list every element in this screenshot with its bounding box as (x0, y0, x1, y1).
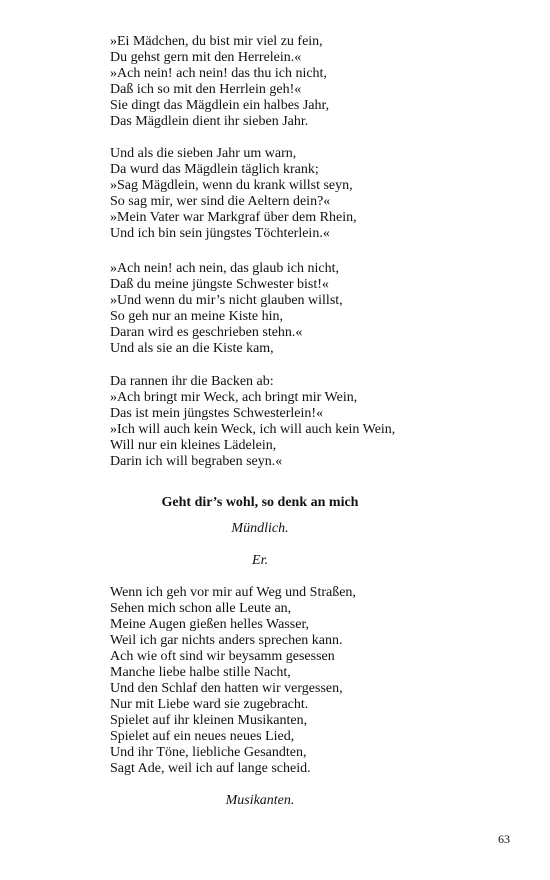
poem-line: Du gehst gern mit den Herrelein.« (110, 50, 302, 65)
poem-line: Und den Schlaf den hatten wir vergessen, (110, 681, 343, 696)
poem-line: Und als sie an die Kiste kam, (110, 341, 274, 356)
poem-line: Darin ich will begraben seyn.« (110, 454, 283, 469)
poem-line: Manche liebe halbe stille Nacht, (110, 665, 291, 680)
poem-line: Sie dingt das Mägdlein ein halbes Jahr, (110, 98, 330, 113)
poem-line: Daran wird es geschrieben stehn.« (110, 325, 303, 340)
stanza-2 (110, 146, 440, 242)
source-note: Mündlich. (231, 521, 289, 536)
poem-title: Geht dir’s wohl, so denk an mich (161, 495, 359, 510)
poem-line: »Sag Mägdlein, wenn du krank willst seyn, (110, 178, 353, 193)
poem-line: »Und wenn du mir’s nicht glauben willst, (110, 293, 343, 308)
poem-line: Meine Augen gießen helles Wasser, (110, 617, 310, 632)
poem-line: Und ihr Töne, liebliche Gesandten, (110, 745, 307, 760)
poem-line: »Mein Vater war Markgraf über dem Rhein, (110, 210, 357, 225)
poem-line: Weil ich gar nichts anders sprechen kann. (110, 633, 343, 648)
poem-line: Sagt Ade, weil ich auf lange scheid. (110, 761, 311, 776)
poem-line: »Ach nein! ach nein, das glaub ich nicht, (110, 261, 339, 276)
poem-line: »Ach nein! ach nein! das thu ich nicht, (110, 66, 327, 81)
stanza-4 (110, 374, 440, 470)
poem-line: Und ich bin sein jüngstes Töchterlein.« (110, 226, 330, 241)
poem-line: »Ach bringt mir Weck, ach bringt mir Wein, (110, 390, 358, 405)
poem-line: Sehen mich schon alle Leute an, (110, 601, 292, 616)
poem-line: Daß du meine jüngste Schwester bist!« (110, 277, 329, 292)
stanza-1 (110, 34, 440, 130)
poem-line: So sag mir, wer sind die Aeltern dein?« (110, 194, 331, 209)
speaker-label: Er. (252, 553, 268, 568)
closing-label: Musikanten. (225, 793, 295, 808)
stanza-5 (110, 585, 440, 777)
poem-line: Spielet auf ein neues neues Lied, (110, 729, 295, 744)
poem-line: So geh nur an meine Kiste hin, (110, 309, 284, 324)
poem-line: Nur mit Liebe ward sie zugebracht. (110, 697, 309, 712)
poem-line: Da wurd das Mägdlein täglich krank; (110, 162, 319, 177)
poem-line: Das ist mein jüngstes Schwesterlein!« (110, 406, 324, 421)
poem-line: Und als die sieben Jahr um warn, (110, 146, 297, 161)
page-number: 63 (498, 832, 510, 846)
poem-line: Das Mägdlein dient ihr sieben Jahr. (110, 114, 309, 129)
poem-line: Daß ich so mit den Herrlein geh!« (110, 82, 302, 97)
poem-line: Wenn ich geh vor mir auf Weg und Straßen, (110, 585, 356, 600)
poem-line: Spielet auf ihr kleinen Musikanten, (110, 713, 308, 728)
stanza-3 (110, 261, 440, 357)
poem-line: Da rannen ihr die Backen ab: (110, 374, 274, 389)
poem-line: »Ich will auch kein Weck, ich will auch kein Wein, (110, 422, 396, 437)
poem-line: »Ei Mädchen, du bist mir viel zu fein, (110, 34, 323, 49)
poem-line: Will nur ein kleines Lädelein, (110, 438, 277, 453)
poem-line: Ach wie oft sind wir beysamm gesessen (110, 649, 335, 664)
